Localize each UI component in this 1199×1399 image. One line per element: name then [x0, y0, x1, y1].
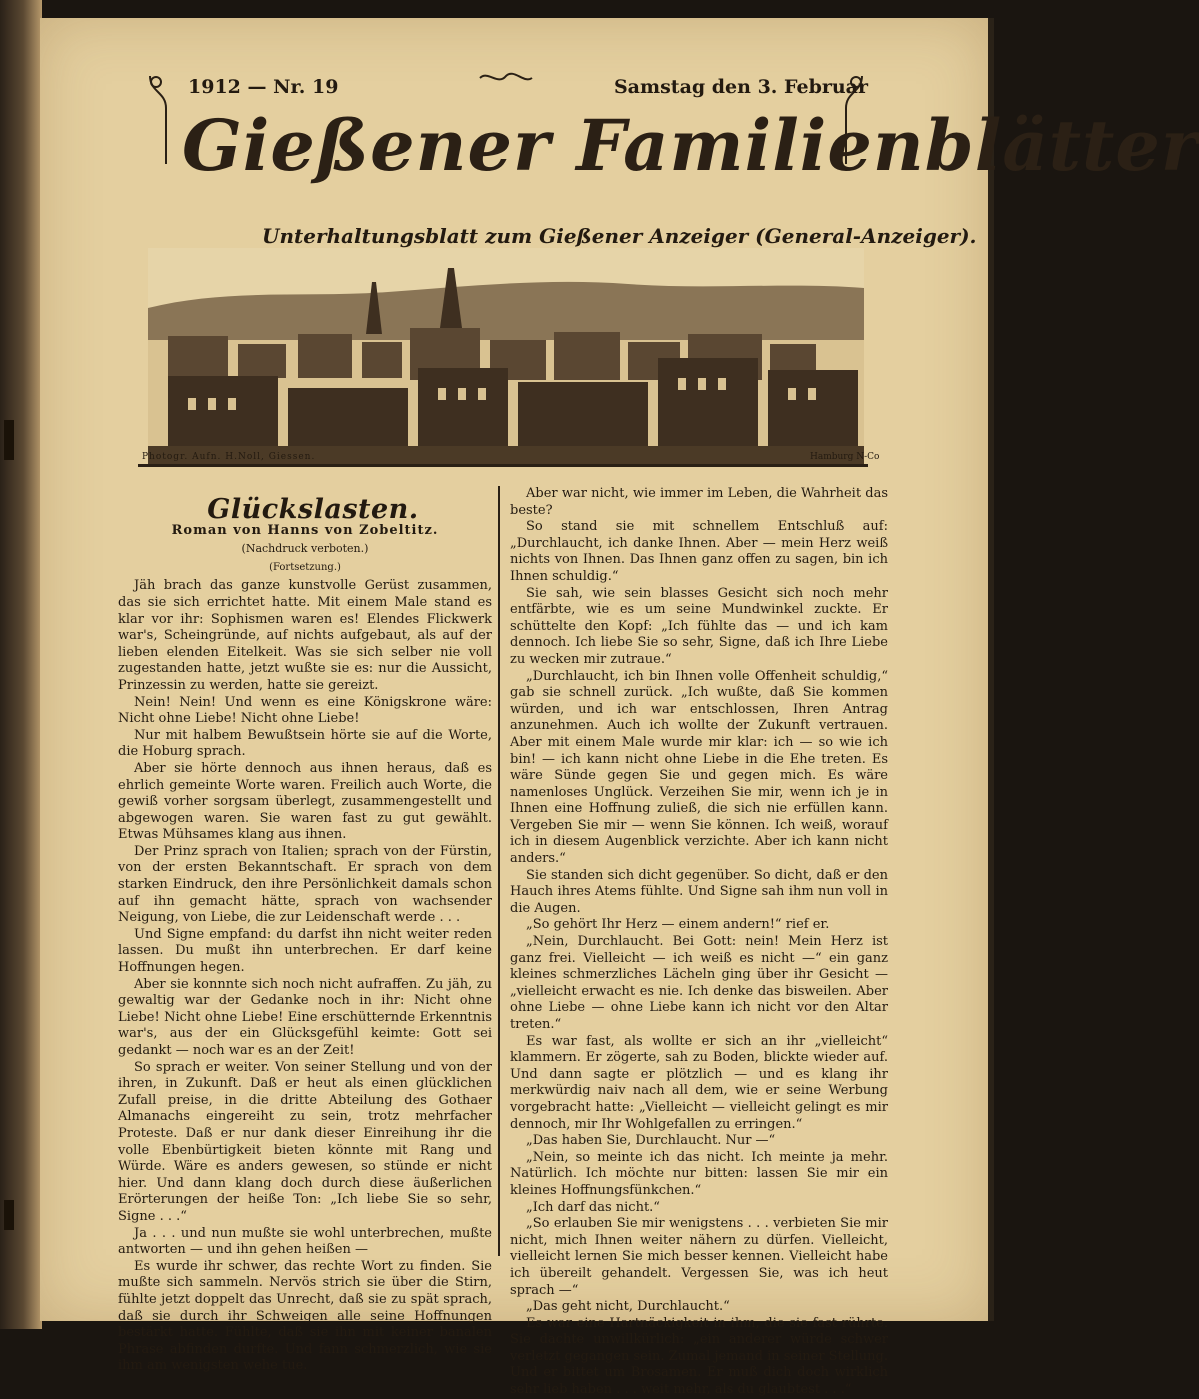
paragraph: Es war eine Hartnäckigkeit in ihm, die sie fast rührte. Sie dachte unwillkürlich: „ein anderer würde schwer verletzt gegangen sein. Zumal jemand in seiner Stellung. Und er bittet um Brosamen. Er muß dich doch wirklich sehr lieb haben . . . weit mehr, als du glaubtest . . .“: [510, 1315, 889, 1398]
paragraph: Ja . . . und nun mußte sie wohl unterbrechen, mußte antworten — und ihn gehen heißen —: [118, 1225, 492, 1258]
gutter-mark: [4, 420, 14, 460]
binding-gutter: [0, 0, 42, 1329]
paragraph: Der Prinz sprach von Italien; sprach von der Fürstin, von der ersten Bekanntschaft. Er sprach von dem starken Eindruck, den ihre Persönlichkeit damals schon auf ihn gemacht hätte, sprach von wachsender Neigung, von Liebe, die zur Leidenschaft werde . . .: [118, 843, 492, 926]
paragraph: Aber sie konnnte sich noch nicht aufraffen. Zu jäh, zu gewaltig war der Gedanke noch in ihr: Nicht ohne Liebe! Nicht ohne Liebe! Eine erschütternde Erkenntnis war's, aus der ein Glücksgefühl keimte: Gott sei gedankt — noch war es an der Zeit!: [118, 976, 492, 1058]
paragraph: Nein! Nein! Und wenn es eine Königskrone wäre: Nicht ohne Liebe! Nicht ohne Liebe!: [118, 694, 492, 727]
column-divider: [498, 486, 500, 1256]
paragraph: „Das haben Sie, Durchlaucht. Nur —“: [526, 1133, 776, 1149]
story-title: Glückslasten.: [207, 494, 419, 525]
left-column: [118, 486, 492, 1375]
paragraph: Aber war nicht, wie immer im Leben, die Wahrheit das beste?: [510, 486, 888, 518]
paragraph: Sie sah, wie sein blasses Gesicht sich noch mehr entfärbte, wie es um seine Mundwinkel zuckte. Er schüttelte den Kopf: „Ich fühlte das — und ich kam dennoch. Ich liebe Sie so sehr, Signe, daß ich Ihre Liebe zu wecken mir zutraue.“: [510, 585, 888, 667]
paragraph: „Nein, so meinte ich das nicht. Ich meinte ja mehr. Natürlich. Ich möchte nur bitten: lassen Sie mir ein kleines Hoffnungsfünkchen.“: [510, 1149, 888, 1198]
paragraph: So stand sie mit schnellem Entschluß auf: „Durchlaucht, ich danke Ihnen. Aber — mein Herz weiß nichts von Ihnen. Das Ihnen ganz offen zu sagen, bin ich Ihnen schuldig.“: [510, 519, 888, 584]
issue-number: 1912 — Nr. 19: [188, 76, 339, 98]
engraver-credit: Hamburg N-Co: [810, 452, 880, 462]
masthead-title: Gießener Familienblätter: [182, 104, 1199, 187]
paragraph: „So erlauben Sie mir wenigstens . . . verbieten Sie mir nicht, mich Ihnen weiter nähern zu dürfen. Vielleicht, vielleicht lernen Sie mich besser kennen. Vielleicht habe ich übereilt gehandelt. Vergessen Sie, was ich heut sprach —“: [510, 1216, 888, 1298]
paragraph: „Das geht nicht, Durchlaucht.“: [526, 1299, 730, 1315]
paragraph: Jäh brach das ganze kunstvolle Gerüst zusammen, das sie sich errichtet hatte. Mit einem Male stand es klar vor ihr: Sophismen waren es! Elendes Flickwerk war's, Scheingründe, auf nichts aufgebaut, als auf der lieben elenden Eitelkeit. Was sie sich selber nie voll zugestanden hatte, jetzt wußte sie es: nur die Aussicht, Prinzessin zu werden, hatte sie gereizt.: [118, 578, 492, 693]
paragraph: So sprach er weiter. Von seiner Stellung und von der ihren, in Zukunft. Daß er heut als einen glücklichen Zufall preise, in die dritte Abteilung des Gothaer Almanachs eingereiht zu sein, trotz mehrfacher Proteste. Daß er nur dank dieser Einreihung ihr die volle Ebenbürtigkeit bieten könnte mit Rang und Würde. Wäre es anders gewesen, so stünde er nicht hier. Und dann klang doch durch diese äußerlichen Erörterungen der heiße Ton: „Ich liebe Sie so sehr, Signe . . .“: [118, 1059, 492, 1224]
right-column: [510, 486, 888, 1399]
paragraph: Sie standen sich dicht gegenüber. So dicht, daß er den Hauch ihres Atems fühlte. Und Signe sah ihm nun voll in die Augen.: [510, 867, 888, 916]
paragraph: Es wurde ihr schwer, das rechte Wort zu finden. Sie mußte sich sammeln. Nervös strich sie über die Stirn, fühlte jetzt doppelt das Unrecht, daß sie zu spät sprach, daß sie durch ihr Schweigen alle seine Hoffnungen bestärkt hatte. Fühlte, daß sie ihn mit keiner banalen Phrase abfinden durfte. Und fann schmerzlich, wie sie ihm am wenigsten wehe tue.: [118, 1258, 492, 1374]
newspaper-page: [40, 18, 1199, 1398]
paragraph: „Nein, Durchlaucht. Bei Gott: nein! Mein Herz ist ganz frei. Vielleicht — ich weiß es nicht —“ ein ganz kleines schmerzliches Lächeln ging über ihr Gesicht — „vielleicht erwacht es nie. Ich denke das bisweilen. Aber ohne Liebe — ohne Liebe kann ich nicht vor den Altar treten.“: [510, 934, 888, 1032]
paragraph: Nur mit halbem Bewußtsein hörte sie auf die Worte, die Hoburg sprach.: [118, 727, 492, 760]
paragraph: „Durchlaucht, ich bin Ihnen volle Offenheit schuldig,“ gab sie schnell zurück. „Ich wußte, daß Sie kommen würden, und ich war entschlossen, Ihren Antrag anzunehmen. Auch ich wollte der Zukunft vertrauen. Aber mit einem Male wurde mir klar: ich — so wie ich bin! — ich kann nicht ohne Liebe in die Ehe treten. Es wäre Sünde gegen Sie und gegen mich. Es wäre namenloses Unglück. Verzeihen Sie mir, wenn ich je in Ihnen eine Hoffnung zuließ, die sich nie erfüllen kann. Vergeben Sie mir — wenn Sie können. Ich weiß, worauf ich in diesem Augenblick verzichte. Aber ich kann nicht anders.“: [510, 668, 888, 867]
masthead-subtitle: Unterhaltungsblatt zum Gießener Anzeiger (General-Anzeiger).: [262, 224, 977, 248]
paragraph: Es war fast, als wollte er sich an ihr „vielleicht“ klammern. Er zögerte, sah zu Boden, blickte wieder auf. Und dann sagte er plötzlich — und es klang ihr merkwürdig naiv nach all dem, wie er seine Werbung vorgebracht hatte: „Vielleicht — vielleicht gelingt es mir dennoch, mir Ihr Wohlgefallen zu erringen.“: [510, 1033, 888, 1132]
reprint-note: (Nachdruck verboten.): [241, 542, 369, 556]
header-rule: [138, 464, 868, 467]
paragraph: „So gehört Ihr Herz — einem andern!“ rief er.: [526, 917, 830, 933]
story-byline: Roman von Hanns von Zobeltitz.: [171, 522, 439, 538]
gutter-mark: [4, 1200, 14, 1230]
photo-credit: Photogr. Aufn. H.Noll, Giessen.: [142, 452, 316, 462]
paragraph: „Ich darf das nicht.“: [526, 1199, 660, 1215]
issue-header: [188, 76, 868, 106]
issue-date: Samstag den 3. Februar: [613, 76, 868, 98]
paragraph: Aber sie hörte dennoch aus ihnen heraus, daß es ehrlich gemeinte Worte waren. Freilich auch Worte, die gewiß vorher sorgsam überlegt, zusammengestellt und abgewogen waren. Sie waren fast zu gut gewählt. Etwas Mühsames klang aus ihnen.: [118, 760, 492, 843]
city-engraving: [148, 248, 864, 466]
paragraph: Und Signe empfand: du darfst ihn nicht weiter reden lassen. Du mußt ihn unterbrechen. Er darf keine Hoffnungen hegen.: [118, 926, 492, 976]
continuation-note: (Fortsetzung.): [269, 561, 341, 573]
